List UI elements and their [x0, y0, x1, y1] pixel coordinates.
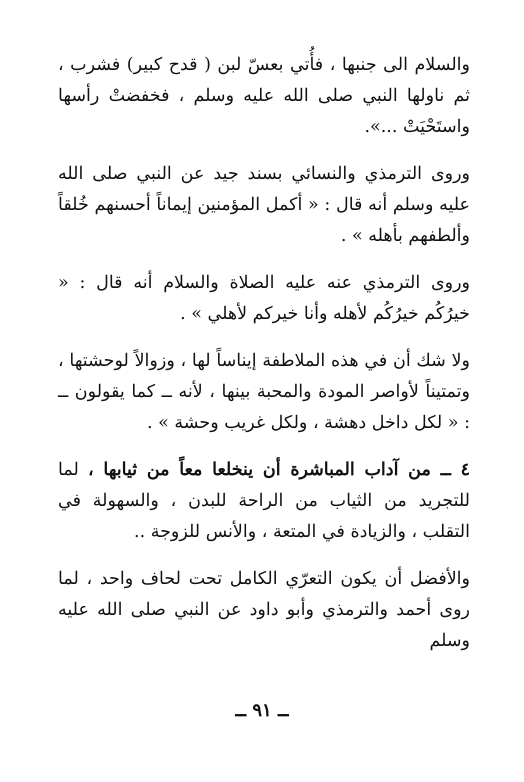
body-text — [58, 50, 470, 671]
paragraph-3-text: وروى الترمذي عنه عليه الصلاة والسلام أنه قال : « خيرُكُم خيرُكُم لأهله وأنا خيركم لأهلي » . — [58, 273, 470, 324]
paragraph-1 — [58, 50, 470, 143]
paragraph-2 — [58, 159, 470, 252]
paragraph-1-text: والسلام الى جنبها ، فأُتي بعسّ لبن ( قدح كبير) فشرب ، ثم ناولها النبي صلى الله عليه وسلم ، فخفضتْ رأسها واستَحْيَتْ ...». — [58, 55, 470, 137]
paragraph-5-heading: ٤ ــ من آداب المباشرة أن ينخلعا معاً من ثيابها ، — [87, 460, 470, 480]
paragraph-3 — [58, 268, 470, 330]
paragraph-5-text: لما للتجريد من الثياب من الراحة للبدن ، والسهولة في التقلب ، والزيادة في المتعة ، والأنس للزوجة .. — [58, 460, 470, 542]
page-number: ــ ٩١ ــ — [235, 700, 289, 721]
paragraph-6-text: والأفضل أن يكون التعرّي الكامل تحت لحاف واحد ، لما روى أحمد والترمذي وأبو داود عن النبي صلى الله عليه وسلم — [58, 569, 470, 651]
paragraph-4-text: ولا شك أن في هذه الملاطفة إيناساً لها ، وزوالاً لوحشتها ، وتمتيناً لأواصر المودة والمحبة بينها ، لأنه ــ كما يقولون ــ : « لكل داخل دهشة ، ولكل غريب وحشة » . — [58, 351, 470, 433]
paragraph-5 — [58, 455, 470, 548]
paragraph-6 — [58, 564, 470, 657]
paragraph-4 — [58, 346, 470, 439]
paragraph-2-text: وروى الترمذي والنسائي بسند جيد عن النبي صلى الله عليه وسلم أنه قال : « أكمل المؤمنين إيماناً أحسنهم خُلقاً وألطفهم بأهله » . — [58, 164, 470, 246]
